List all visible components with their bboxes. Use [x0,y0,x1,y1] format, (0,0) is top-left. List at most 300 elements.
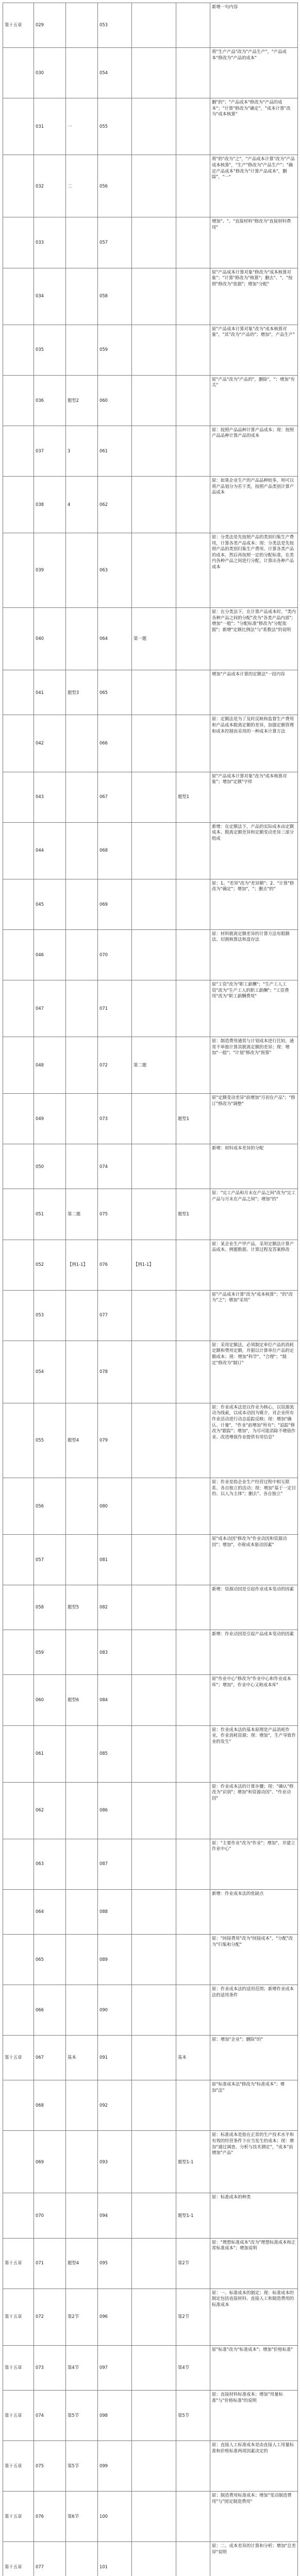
question-tag-cell: 【例1-1】 [132,1240,176,1290]
change-description-cell: 原：作业成本法的适用范围；新增作业成本法的适用条件 [210,1985,298,2036]
change-description-cell: 原"工资"改为"职工薪酬"；"生产工人工资"改为"生产工人的职工薪酬"；"工资费用"改为"职工薪酬费用" [210,980,298,1037]
question-tag-cell [132,1782,176,1839]
question-tag-cell [132,670,176,715]
sequence-cell: 070 [34,2193,66,2238]
change-description-cell: 原"标准成本法"修改为"标准成本"；增加"法" [210,2080,298,2131]
sequence-cell: 060 [34,1675,66,1725]
question-tag-cell [132,1478,176,1534]
index-cell: 088 [98,1889,132,1934]
index-cell: 062 [98,476,132,533]
article-cell [66,1535,98,1585]
article-cell [66,533,98,608]
index-cell: 056 [98,155,132,217]
section-cell [176,217,210,268]
index-cell: 079 [98,1403,132,1478]
change-description-cell: 原：作业是指企业生产经营过程中相互联系、各自独立的活动；现：增加"基于一定目的、以人为主体"；删去"、各自独立" [210,1478,298,1534]
question-tag-cell [132,879,176,929]
question-tag-cell [132,2492,176,2542]
chapter-cell [3,48,34,98]
article-cell [66,1782,98,1839]
sequence-cell: 052 [34,1240,66,1290]
article-cell [66,1725,98,1782]
table-row [3,1985,298,2036]
index-cell: 054 [98,48,132,98]
sequence-cell: 037 [34,426,66,476]
question-tag-cell [132,2036,176,2080]
index-cell: 053 [98,3,132,48]
chapter-cell [3,1725,34,1782]
table-row [3,1144,298,1189]
question-tag-cell [132,980,176,1037]
article-cell: 【例1-1】 [66,1240,98,1290]
chapter-cell [3,822,34,879]
table-row [3,1725,298,1782]
question-tag-cell [132,2289,176,2345]
table-row [3,2542,298,2576]
table-row [3,533,298,608]
chapter-cell: 第十五章 [3,2289,34,2345]
sequence-cell: 055 [34,1403,66,1478]
change-description-cell: 增加"产品成本计算的定额法"一段内容 [210,670,298,715]
question-tag-cell [132,98,176,155]
article-cell [66,822,98,879]
chapter-cell [3,1144,34,1189]
table-row [3,980,298,1037]
section-cell [176,2492,210,2542]
index-cell: 065 [98,670,132,715]
sequence-cell: 067 [34,2036,66,2080]
section-cell [176,1290,210,1341]
section-cell [176,533,210,608]
sequence-cell: 071 [34,2238,66,2289]
index-cell: 098 [98,2390,132,2441]
section-cell: 题型1 [176,772,210,822]
article-cell: 一 [66,98,98,155]
sequence-cell: 033 [34,217,66,268]
chapter-cell [3,2080,34,2131]
sequence-cell: 057 [34,1535,66,1585]
article-cell [66,1934,98,1985]
question-tag-cell [132,715,176,772]
table-row [3,325,298,375]
index-cell: 094 [98,2193,132,2238]
change-description-cell: 新增一句内容 [210,3,298,48]
index-cell: 099 [98,2441,132,2492]
chapter-cell: 第十五章 [3,2238,34,2289]
section-cell [176,1341,210,1403]
index-cell: 082 [98,1585,132,1630]
article-cell [66,2080,98,2131]
article-cell [66,772,98,822]
article-cell [66,268,98,325]
chapter-cell [3,1037,34,1094]
change-table [3,3,298,2576]
article-cell [66,715,98,772]
section-cell: 第2节 [176,2238,210,2289]
index-cell: 091 [98,2036,132,2080]
table-row [3,2080,298,2131]
section-cell: 题型1 [176,1189,210,1240]
change-description-cell: 原"产品成本计算对象"改为"成本核算对象"，"其"改为"产品的"；增加"，产品生产" [210,325,298,375]
change-description-cell: 新增：作业动因是引起产品成本变动的因素 [210,1630,298,1675]
index-cell: 095 [98,2238,132,2289]
change-description-cell: 原：1、"差异"改为"差异额"；2、"计算"修改为"确定"；增加"，"；删去"的" [210,879,298,929]
sequence-cell: 059 [34,1630,66,1675]
change-description-cell: 原："主要作业"改为"作业"；增加"，并建立作业中心" [210,1839,298,1889]
chapter-cell [3,1934,34,1985]
section-cell [176,98,210,155]
index-cell: 077 [98,1290,132,1341]
question-tag-cell [132,1675,176,1725]
table-row [3,2289,298,2345]
chapter-cell [3,155,34,217]
index-cell: 083 [98,1630,132,1675]
index-cell: 074 [98,1144,132,1189]
question-tag-cell: 第二题 [132,1037,176,1094]
section-cell [176,2441,210,2492]
article-cell [66,980,98,1037]
article-cell [66,2131,98,2193]
change-description-cell: 原：作业成本法的基本原理是产品消耗作业，作业消耗资源；现：增加"，生产导致作业的发生" [210,1725,298,1782]
question-tag-cell [132,822,176,879]
change-description-cell: 原：采用定额法，必须制定单位产品的消耗定额和费用定额，并据以计算单位产品的定额成本；现：增加"科学"、"合理"；"制定"修改为"制订" [210,1341,298,1403]
table-row [3,1037,298,1094]
sequence-cell: 031 [34,98,66,155]
index-cell: 061 [98,426,132,476]
table-row [3,268,298,325]
sequence-cell: 074 [34,2390,66,2441]
chapter-cell [3,2193,34,2238]
question-tag-cell [132,533,176,608]
index-cell: 078 [98,1341,132,1403]
sequence-cell: 068 [34,2080,66,2131]
index-cell: 059 [98,325,132,375]
article-cell: 第4节 [66,2345,98,2390]
index-cell: 100 [98,2492,132,2542]
sequence-cell: 066 [34,1985,66,2036]
table-row [3,155,298,217]
article-cell [66,1478,98,1534]
article-cell: 题型4 [66,2238,98,2289]
table-row [3,2131,298,2193]
table-row [3,929,298,980]
sequence-cell: 075 [34,2441,66,2492]
change-description-cell: 原：制造费用标准成本；增加"变动制造费用"与"固定制造费用" [210,2492,298,2542]
chapter-cell [3,670,34,715]
chapter-cell [3,608,34,670]
change-description-cell: 原：制造费用通常与计划成本进行比较，通常不单独计算其脱离定额的差异；现：增加"一般"；"计划"修改为"预算" [210,1037,298,1094]
article-cell [66,1037,98,1094]
question-tag-cell [132,476,176,533]
index-cell: 085 [98,1725,132,1782]
chapter-cell [3,268,34,325]
change-description-cell: 新增：资源动因是引起作业成本变动的因素 [210,1585,298,1630]
chapter-cell: 第十五章 [3,2345,34,2390]
table-row [3,715,298,772]
sequence-cell: 044 [34,822,66,879]
article-cell [66,2193,98,2238]
chapter-cell: 第十五章 [3,3,34,48]
article-cell: 题型6 [66,1675,98,1725]
question-tag-cell [132,1630,176,1675]
change-description-cell: 原：标准成本的种类 [210,2193,298,2238]
change-description-cell: 删"的"；"产品成本"修改为"产品的成本"；"计算"修改为"确定"，"成本计算"改为"成本核算" [210,98,298,155]
section-cell [176,879,210,929]
chapter-cell [3,375,34,426]
chapter-cell [3,772,34,822]
article-cell: 题型5 [66,1585,98,1630]
change-description-cell: 原"产品"改为"产品的"，删除"，"；增加"有关" [210,375,298,426]
change-description-cell: 新增：在定额法下，产品的实际成本由定额成本、脱离定额差异和定额变动差异三部分组成 [210,822,298,879]
sequence-cell: 073 [34,2345,66,2390]
index-cell: 097 [98,2345,132,2390]
chapter-cell: 第十五章 [3,2492,34,2542]
change-description-cell: 原：某企业生产甲产品，采用定额法计算产品成本。例题数据、计算过程及答案修改 [210,1240,298,1290]
sequence-cell: 064 [34,1889,66,1934]
table-row [3,1290,298,1341]
article-cell [66,217,98,268]
question-tag-cell [132,1725,176,1782]
section-cell [176,1403,210,1478]
chapter-cell [3,1985,34,2036]
index-cell: 069 [98,879,132,929]
chapter-cell [3,1341,34,1403]
chapter-cell: 第十五章 [3,2390,34,2441]
question-tag-cell [132,2345,176,2390]
chapter-cell [3,980,34,1037]
index-cell: 093 [98,2131,132,2193]
question-tag-cell [132,1403,176,1478]
sequence-cell: 051 [34,1189,66,1240]
table-row [3,476,298,533]
change-description-cell: 新增：作业成本法的优缺点 [210,1889,298,1934]
change-description-cell: 新增：材料成本差异的分配 [210,1144,298,1189]
index-cell: 087 [98,1839,132,1889]
sequence-cell: 048 [34,1037,66,1094]
section-cell [176,375,210,426]
section-cell: 题型1 [176,1094,210,1144]
table-row [3,1189,298,1240]
question-tag-cell [132,217,176,268]
index-cell: 067 [98,772,132,822]
question-tag-cell [132,155,176,217]
sequence-cell: 065 [34,1934,66,1985]
sequence-cell: 049 [34,1094,66,1144]
question-tag-cell [132,1144,176,1189]
index-cell: 086 [98,1782,132,1839]
table-row [3,1782,298,1839]
article-cell: 4 [66,476,98,533]
change-table-body [3,3,298,2576]
change-description-cell: 原：一、标准成本的制定；现：标准成本的制定包括直接材料、直接人工和制造费用的标准成本 [210,2289,298,2345]
sequence-cell: 061 [34,1725,66,1782]
table-row [3,375,298,426]
section-cell [176,155,210,217]
article-cell: 第2节 [66,2289,98,2345]
table-row [3,822,298,879]
chapter-cell [3,879,34,929]
section-cell [176,1782,210,1839]
index-cell: 066 [98,715,132,772]
table-row [3,1478,298,1534]
table-row [3,3,298,48]
sequence-cell: 030 [34,48,66,98]
table-row [3,670,298,715]
table-row [3,217,298,268]
sequence-cell: 040 [34,608,66,670]
change-description-cell: 原"产品成本计算"改为"成本核算"；"的"改为"之"；增加"采用" [210,1290,298,1341]
article-cell [66,1630,98,1675]
index-cell: 058 [98,268,132,325]
section-cell: 基本 [176,2036,210,2080]
article-cell: 第5节 [66,2441,98,2492]
article-cell: 3 [66,426,98,476]
chapter-cell [3,1403,34,1478]
section-cell [176,1585,210,1630]
table-row [3,608,298,670]
table-row [3,98,298,155]
sequence-cell: 042 [34,715,66,772]
chapter-cell [3,325,34,375]
question-tag-cell [132,3,176,48]
index-cell: 090 [98,1985,132,2036]
chapter-cell [3,929,34,980]
sequence-cell: 053 [34,1290,66,1341]
section-cell [176,1240,210,1290]
sequence-cell: 050 [34,1144,66,1189]
change-description-cell: 原"作业中心"修改为"作业中心和作业成本库"；增加"，作业中心又称成本库" [210,1675,298,1725]
chapter-cell: 第十五章 [3,2542,34,2576]
article-cell [66,929,98,980]
question-tag-cell [132,1934,176,1985]
table-row [3,2390,298,2441]
sequence-cell: 039 [34,533,66,608]
change-description-cell: 原：分类法是先按照产品的类别归集生产费用，计算各类产品成本；现：分类法是先按照产品的类别归集生产费用、计算各类产品的成本，然后再按照一定的分配标准，在类内各种产品之间进行分配，计算出各种产品成本 [210,533,298,608]
index-cell: 073 [98,1094,132,1144]
change-description-cell: 原"成本动因"修改为"作业动因和资源动因"；增加"，亦称成本驱动因素" [210,1535,298,1585]
section-cell [176,2080,210,2131]
section-cell [176,1675,210,1725]
question-tag-cell [132,2390,176,2441]
article-cell [66,48,98,98]
question-tag-cell [132,2238,176,2289]
index-cell: 075 [98,1189,132,1240]
chapter-cell [3,1630,34,1675]
question-tag-cell [132,268,176,325]
section-cell [176,715,210,772]
change-description-cell: 原：二、成本差异的计算和分析；增加"总差异"说明 [210,2542,298,2576]
section-cell [176,1889,210,1934]
question-tag-cell [132,375,176,426]
section-cell: 题型1-1 [176,2193,210,2238]
table-row [3,1094,298,1144]
sequence-cell: 063 [34,1839,66,1889]
index-cell: 057 [98,217,132,268]
index-cell: 081 [98,1535,132,1585]
change-description-cell: 原"产品成本计算对象"修改为"成本核算对象"；"计算"修改为"核算"；删去"、"，"按照"修改为"依据"；增加"分配" [210,268,298,325]
sequence-cell: 069 [34,2131,66,2193]
section-cell [176,1839,210,1889]
section-cell: 题型1-1 [176,2131,210,2193]
change-description-cell: 原：增加"企业"；删除"的" [210,2036,298,2080]
change-description-cell: 原：如果企业生产的产品品种较多，则可以将产品划分为若干类，按照产品类别计算产品成本 [210,476,298,533]
article-cell: 第5节 [66,2390,98,2441]
chapter-cell [3,1290,34,1341]
change-description-cell: 原：作业成本法是以作业为核心，以资源流动为线索，以成本动因为媒介，对企业所有作业活动进行动态追踪反映；现：增加"确认、计量"，"作业"前增加"所有"；"追踪"修改为"跟踪"；增加"，为尽可能消除不增值作业、改进增值作业提供有用信息" [210,1403,298,1478]
article-cell [66,1290,98,1341]
sequence-cell: 046 [34,929,66,980]
sequence-cell: 036 [34,375,66,426]
table-row [3,1585,298,1630]
sequence-cell: 072 [34,2289,66,2345]
question-tag-cell [132,2441,176,2492]
section-cell [176,1725,210,1782]
table-row [3,2441,298,2492]
table-row [3,2345,298,2390]
change-description-cell: 原：标准成本是指在正常的生产技术水平和有效的经营条件下应当发生的成本；现：增加"通过调查、分析与技术测定"，"成本"前增加"产品" [210,2131,298,2193]
section-cell [176,325,210,375]
index-cell: 071 [98,980,132,1037]
index-cell: 068 [98,822,132,879]
sequence-cell: 035 [34,325,66,375]
table-row [3,1240,298,1290]
article-cell [66,1094,98,1144]
question-tag-cell [132,1535,176,1585]
change-description-cell: 将"的"改为"之"，"产品成本计算"改为"产品成本核算"，"生产"修改为"产品生产"；"确定产品成本"修改为"计算产品成本"，删除"，"一" [210,155,298,217]
sequence-cell: 032 [34,155,66,217]
section-cell [176,822,210,879]
change-description-cell: 原："间接费用"改为"间接成本"，"分配"改为"归集和分配" [210,1934,298,1985]
change-description-cell: 原"产品成本计算对象"改为"成本核算对象"；增加"定额"字样 [210,772,298,822]
sequence-cell: 041 [34,670,66,715]
section-cell [176,1144,210,1189]
index-cell: 070 [98,929,132,980]
question-tag-cell [132,1094,176,1144]
table-row [3,1341,298,1403]
table-row [3,1630,298,1675]
question-tag-cell [132,2080,176,2131]
section-cell [176,476,210,533]
table-row [3,1839,298,1889]
change-description-cell: 原"定额变动差异"前增加"月初在产品"；"修订"修改为"调整" [210,1094,298,1144]
index-cell: 084 [98,1675,132,1725]
question-tag-cell [132,426,176,476]
table-row [3,1403,298,1478]
chapter-cell: 第十五章 [3,2036,34,2080]
change-description-cell: 将"生产产品"改为"产品生产"，"产品成本"修改为"产品的成本" [210,48,298,98]
question-tag-cell [132,48,176,98]
sequence-cell: 056 [34,1478,66,1534]
question-tag-cell [132,1839,176,1889]
section-cell [176,608,210,670]
chapter-cell [3,1839,34,1889]
section-cell [176,670,210,715]
question-tag-cell: 第一题 [132,608,176,670]
section-cell: 第5节 [176,2390,210,2441]
change-description-cell: 原："完工产品和月末在产品之间"改为"完工产品与月末在产品之间"；增加"的" [210,1189,298,1240]
question-tag-cell [132,1889,176,1934]
question-tag-cell [132,2542,176,2576]
article-cell [66,608,98,670]
section-cell [176,426,210,476]
table-row [3,2492,298,2542]
question-tag-cell [132,1985,176,2036]
chapter-cell [3,1535,34,1585]
chapter-cell [3,2131,34,2193]
section-cell [176,1037,210,1094]
article-cell: 二 [66,155,98,217]
article-cell: 基本 [66,2036,98,2080]
